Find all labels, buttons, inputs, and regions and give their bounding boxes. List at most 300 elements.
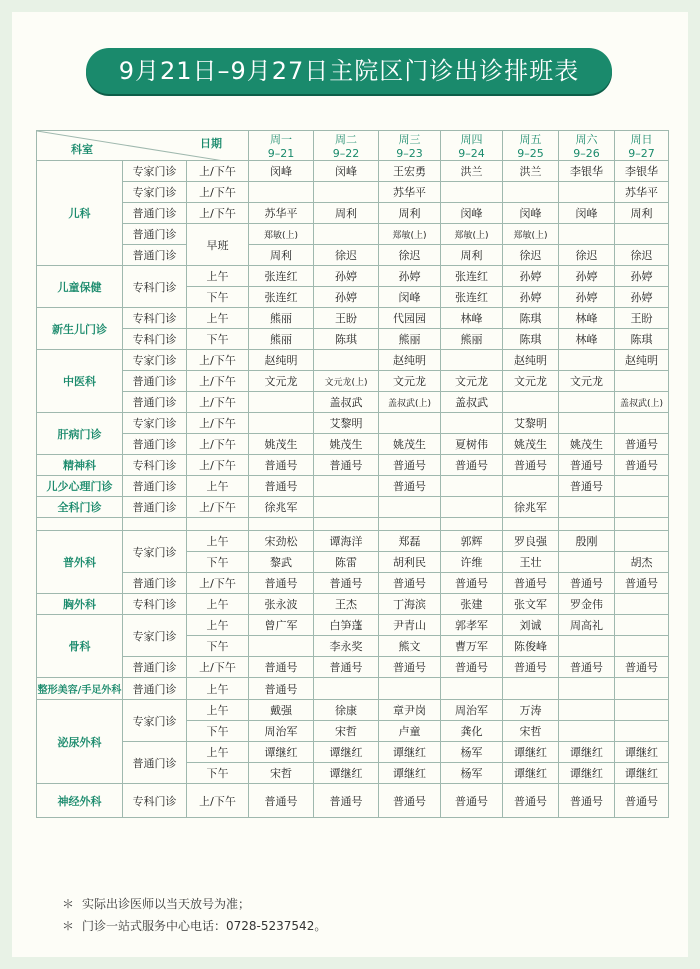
doctor-cell: 陈琪 [314, 329, 379, 350]
dept-name: 神经外科 [37, 784, 123, 818]
dept-name: 肝病门诊 [37, 413, 123, 455]
table-row [37, 329, 669, 350]
table-row [37, 371, 669, 392]
dept-name: 儿童保健 [37, 266, 123, 308]
doctor-cell: 普通号 [441, 573, 503, 594]
doctor-cell: 黎武 [249, 552, 314, 573]
doctor-cell: 谭继红 [559, 742, 615, 763]
doctor-cell: 刘诚 [503, 615, 559, 636]
session-time: 下午 [187, 329, 249, 350]
doctor-cell: 普通号 [615, 573, 669, 594]
doctor-cell: 陈俊峰 [503, 636, 559, 657]
doctor-cell: 曹万军 [441, 636, 503, 657]
note-item: ＊ 门诊一站式服务中心电话：0728-5237542。 [62, 919, 327, 933]
doctor-cell [559, 413, 615, 434]
doctor-cell: 孙婷 [559, 266, 615, 287]
doctor-cell: 文元龙(上) [314, 371, 379, 392]
doctor-cell: 张连红 [441, 266, 503, 287]
doctor-cell: 林峰 [559, 308, 615, 329]
doctor-cell [249, 182, 314, 203]
session-time: 上午 [187, 266, 249, 287]
doctor-cell: 许维 [441, 552, 503, 573]
doctor-cell: 普通号 [615, 784, 669, 818]
clinic-type: 专家门诊 [123, 182, 187, 203]
doctor-cell [559, 552, 615, 573]
doctor-cell [559, 392, 615, 413]
empty-cell [249, 518, 314, 531]
doctor-cell: 杨军 [441, 763, 503, 784]
doctor-cell: 殷刚 [559, 531, 615, 552]
session-time: 上午 [187, 594, 249, 615]
doctor-cell: 苏华平 [615, 182, 669, 203]
doctor-cell: 夏树伟 [441, 434, 503, 455]
dept-name: 全科门诊 [37, 497, 123, 518]
empty-cell [379, 518, 441, 531]
dept-name: 中医科 [37, 350, 123, 413]
page-title: 9月21日–9月27日主院区门诊出诊排班表 [86, 48, 612, 94]
doctor-cell: 孙婷 [559, 287, 615, 308]
schedule-body [37, 161, 669, 818]
doctor-cell [503, 392, 559, 413]
doctor-cell: 张文军 [503, 594, 559, 615]
doctor-cell: 谭继红 [503, 763, 559, 784]
doctor-cell: 谭继红 [379, 742, 441, 763]
doctor-cell: 熊丽 [379, 329, 441, 350]
doctor-cell [503, 476, 559, 497]
doctor-cell: 周利 [249, 245, 314, 266]
doctor-cell: 罗良强 [503, 531, 559, 552]
clinic-type: 专科门诊 [123, 784, 187, 818]
doctor-cell [615, 636, 669, 657]
doctor-cell: 罗金伟 [559, 594, 615, 615]
doctor-cell: 卢童 [379, 721, 441, 742]
session-time: 下午 [187, 721, 249, 742]
doctor-cell: 普通号 [379, 657, 441, 678]
table-row [37, 497, 669, 518]
clinic-type: 普通门诊 [123, 657, 187, 678]
table-row [37, 742, 669, 763]
doctor-cell [379, 413, 441, 434]
clinic-type: 专家门诊 [123, 350, 187, 371]
doctor-cell: 谭海洋 [314, 531, 379, 552]
doctor-cell [441, 182, 503, 203]
doctor-cell: 普通号 [314, 657, 379, 678]
doctor-cell: 盖叔武(上) [379, 392, 441, 413]
doctor-cell: 熊丽 [441, 329, 503, 350]
doctor-cell [441, 678, 503, 700]
session-time: 下午 [187, 636, 249, 657]
doctor-cell: 李银华 [615, 161, 669, 182]
day-header-4: 周四 9–24 [441, 131, 503, 161]
doctor-cell: 孙婷 [379, 266, 441, 287]
note-item: ＊ 实际出诊医师以当天放号为准； [62, 897, 251, 911]
doctor-cell: 陈琪 [615, 329, 669, 350]
table-row [37, 700, 669, 721]
session-time: 上/下午 [187, 392, 249, 413]
doctor-cell [615, 224, 669, 245]
doctor-cell [615, 371, 669, 392]
doctor-cell: 周利 [441, 245, 503, 266]
doctor-cell [503, 678, 559, 700]
doctor-cell: 赵纯明 [615, 350, 669, 371]
doctor-cell: 盖叔武 [441, 392, 503, 413]
table-row [37, 434, 669, 455]
clinic-type: 普通门诊 [123, 678, 187, 700]
clinic-type: 普通门诊 [123, 497, 187, 518]
doctor-cell [559, 678, 615, 700]
doctor-cell: 孙婷 [615, 266, 669, 287]
doctor-cell: 赵纯明 [379, 350, 441, 371]
doctor-cell: 闵峰 [503, 203, 559, 224]
session-time: 上午 [187, 700, 249, 721]
doctor-cell: 文元龙 [441, 371, 503, 392]
session-time: 上/下午 [187, 350, 249, 371]
doctor-cell: 白笋蓬 [314, 615, 379, 636]
doctor-cell: 文元龙 [249, 371, 314, 392]
empty-cell [37, 518, 123, 531]
doctor-cell [314, 497, 379, 518]
empty-cell [503, 518, 559, 531]
doctor-cell: 郭辉 [441, 531, 503, 552]
doctor-cell: 普通号 [379, 573, 441, 594]
empty-cell [123, 518, 187, 531]
doctor-cell: 普通号 [503, 657, 559, 678]
doctor-cell: 万涛 [503, 700, 559, 721]
table-row [37, 594, 669, 615]
doctor-cell [615, 413, 669, 434]
empty-cell [615, 518, 669, 531]
doctor-cell: 姚茂生 [314, 434, 379, 455]
doctor-cell: 普通号 [249, 455, 314, 476]
doctor-cell [559, 721, 615, 742]
doctor-cell: 盖叔武 [314, 392, 379, 413]
doctor-cell: 宋哲 [503, 721, 559, 742]
doctor-cell: 李银华 [559, 161, 615, 182]
doctor-cell: 普通号 [314, 573, 379, 594]
doctor-cell: 普通号 [379, 476, 441, 497]
header-row [37, 131, 669, 161]
doctor-cell: 孙婷 [615, 287, 669, 308]
clinic-type: 专家门诊 [123, 413, 187, 434]
doctor-cell: 普通号 [249, 573, 314, 594]
doctor-cell [249, 392, 314, 413]
doctor-cell [615, 678, 669, 700]
session-time: 上/下午 [187, 455, 249, 476]
doctor-cell [314, 476, 379, 497]
session-time: 上午 [187, 742, 249, 763]
doctor-cell [441, 476, 503, 497]
clinic-type: 普通门诊 [123, 203, 187, 224]
table-row [37, 476, 669, 497]
doctor-cell [559, 636, 615, 657]
doctor-cell: 文元龙 [559, 371, 615, 392]
spacer-row [37, 518, 669, 531]
doctor-cell: 苏华平 [249, 203, 314, 224]
doctor-cell: 闵峰 [249, 161, 314, 182]
table-row [37, 615, 669, 636]
table-row [37, 413, 669, 434]
clinic-type: 普通门诊 [123, 224, 187, 245]
doctor-cell [615, 700, 669, 721]
doctor-cell: 普通号 [503, 573, 559, 594]
doctor-cell: 普通号 [441, 455, 503, 476]
dept-name: 精神科 [37, 455, 123, 476]
day-header-6: 周六 9–26 [559, 131, 615, 161]
doctor-cell: 徐迟 [615, 245, 669, 266]
doctor-cell: 周利 [615, 203, 669, 224]
doctor-cell: 闵峰 [379, 287, 441, 308]
doctor-cell: 周利 [379, 203, 441, 224]
doctor-cell [314, 350, 379, 371]
doctor-cell [615, 476, 669, 497]
session-time: 上/下午 [187, 784, 249, 818]
doctor-cell: 尹青山 [379, 615, 441, 636]
doctor-cell: 徐迟 [314, 245, 379, 266]
table-row [37, 203, 669, 224]
session-time: 上午 [187, 531, 249, 552]
day-header-3: 周三 9–23 [379, 131, 441, 161]
doctor-cell: 文元龙 [379, 371, 441, 392]
empty-cell [314, 518, 379, 531]
session-time: 上/下午 [187, 657, 249, 678]
table-row [37, 161, 669, 182]
clinic-type: 普通门诊 [123, 245, 187, 266]
doctor-cell: 普通号 [314, 784, 379, 818]
doctor-cell: 徐迟 [379, 245, 441, 266]
doctor-cell: 闵峰 [559, 203, 615, 224]
session-time: 上午 [187, 615, 249, 636]
doctor-cell: 孙婷 [314, 287, 379, 308]
doctor-cell: 洪兰 [441, 161, 503, 182]
clinic-type: 普通门诊 [123, 742, 187, 784]
dept-name: 整形美容/手足外科 [37, 678, 123, 700]
doctor-cell [559, 224, 615, 245]
session-time: 下午 [187, 552, 249, 573]
doctor-cell: 曾广军 [249, 615, 314, 636]
doctor-cell: 徐兆军 [249, 497, 314, 518]
header-corner [37, 131, 249, 161]
doctor-cell: 王宏勇 [379, 161, 441, 182]
doctor-cell: 郑敏(上) [441, 224, 503, 245]
session-time: 上/下午 [187, 161, 249, 182]
doctor-cell [615, 721, 669, 742]
day-header-5: 周五 9–25 [503, 131, 559, 161]
day-header-7: 周日 9–27 [615, 131, 669, 161]
doctor-cell [249, 413, 314, 434]
table-row [37, 784, 669, 818]
doctor-cell [559, 700, 615, 721]
doctor-cell [615, 531, 669, 552]
doctor-cell: 代园园 [379, 308, 441, 329]
doctor-cell [314, 182, 379, 203]
doctor-cell [615, 497, 669, 518]
clinic-type: 普通门诊 [123, 392, 187, 413]
doctor-cell: 熊丽 [249, 308, 314, 329]
doctor-cell: 谭继红 [503, 742, 559, 763]
dept-name: 新生儿门诊 [37, 308, 123, 350]
doctor-cell: 徐迟 [559, 245, 615, 266]
doctor-cell: 陈琪 [503, 329, 559, 350]
doctor-cell: 姚茂生 [559, 434, 615, 455]
clinic-type: 专科门诊 [123, 455, 187, 476]
doctor-cell: 胡利民 [379, 552, 441, 573]
clinic-type: 专家门诊 [123, 615, 187, 657]
doctor-cell: 普通号 [559, 573, 615, 594]
session-time: 上午 [187, 476, 249, 497]
doctor-cell: 郭孝军 [441, 615, 503, 636]
session-time: 上/下午 [187, 497, 249, 518]
doctor-cell: 林峰 [441, 308, 503, 329]
doctor-cell: 郑敏(上) [503, 224, 559, 245]
doctor-cell: 郑敏(上) [379, 224, 441, 245]
doctor-cell: 熊丽 [249, 329, 314, 350]
doctor-cell: 谭继红 [615, 763, 669, 784]
doctor-cell: 龚化 [441, 721, 503, 742]
table-row [37, 266, 669, 287]
session-time: 上/下午 [187, 413, 249, 434]
session-time: 上/下午 [187, 182, 249, 203]
doctor-cell: 宋劲松 [249, 531, 314, 552]
table-row [37, 350, 669, 371]
doctor-cell [314, 224, 379, 245]
dept-name: 普外科 [37, 531, 123, 594]
dept-name: 胸外科 [37, 594, 123, 615]
doctor-cell: 普通号 [441, 657, 503, 678]
doctor-cell: 陈琪 [503, 308, 559, 329]
doctor-cell: 王盼 [314, 308, 379, 329]
doctor-cell: 张连红 [249, 287, 314, 308]
doctor-cell: 闵峰 [441, 203, 503, 224]
doctor-cell: 普通号 [249, 657, 314, 678]
session-time: 上/下午 [187, 434, 249, 455]
doctor-cell: 周利 [314, 203, 379, 224]
doctor-cell: 普通号 [249, 784, 314, 818]
doctor-cell: 郑敏(上) [249, 224, 314, 245]
doctor-cell [441, 413, 503, 434]
schedule-table [36, 130, 669, 818]
doctor-cell: 徐兆军 [503, 497, 559, 518]
doctor-cell: 戴强 [249, 700, 314, 721]
doctor-cell [379, 497, 441, 518]
doctor-cell: 姚茂生 [503, 434, 559, 455]
doctor-cell: 普通号 [559, 476, 615, 497]
clinic-type: 专科门诊 [123, 329, 187, 350]
doctor-cell [441, 350, 503, 371]
table-row [37, 245, 669, 266]
clinic-type: 普通门诊 [123, 573, 187, 594]
doctor-cell: 郑磊 [379, 531, 441, 552]
day-header-2: 周二 9–22 [314, 131, 379, 161]
doctor-cell: 杨军 [441, 742, 503, 763]
clinic-type: 专家门诊 [123, 161, 187, 182]
doctor-cell: 张连红 [249, 266, 314, 287]
table-row [37, 224, 669, 245]
doctor-cell: 普通号 [615, 657, 669, 678]
doctor-cell [379, 678, 441, 700]
table-row [37, 657, 669, 678]
doctor-cell: 张建 [441, 594, 503, 615]
doctor-cell: 普通号 [379, 784, 441, 818]
doctor-cell: 胡杰 [615, 552, 669, 573]
doctor-cell: 陈雷 [314, 552, 379, 573]
doctor-cell: 普通号 [503, 784, 559, 818]
session-time: 早班 [187, 224, 249, 266]
doctor-cell: 文元龙 [503, 371, 559, 392]
doctor-cell: 普通号 [559, 657, 615, 678]
table-row [37, 573, 669, 594]
doctor-cell: 谭继红 [615, 742, 669, 763]
table-row [37, 392, 669, 413]
table-row [37, 531, 669, 552]
doctor-cell: 张连红 [441, 287, 503, 308]
clinic-type: 专科门诊 [123, 308, 187, 329]
doctor-cell: 普通号 [379, 455, 441, 476]
table-row [37, 182, 669, 203]
doctor-cell: 普通号 [559, 784, 615, 818]
doctor-cell: 周治军 [441, 700, 503, 721]
doctor-cell: 周高礼 [559, 615, 615, 636]
doctor-cell: 谭继红 [249, 742, 314, 763]
doctor-cell: 王盼 [615, 308, 669, 329]
table-row [37, 455, 669, 476]
dept-name: 骨科 [37, 615, 123, 678]
doctor-cell: 孙婷 [314, 266, 379, 287]
clinic-type: 专科门诊 [123, 266, 187, 308]
doctor-cell: 谭继红 [379, 763, 441, 784]
session-time: 上午 [187, 308, 249, 329]
session-time: 下午 [187, 287, 249, 308]
doctor-cell: 徐康 [314, 700, 379, 721]
doctor-cell: 王杰 [314, 594, 379, 615]
dept-name: 儿少心理门诊 [37, 476, 123, 497]
doctor-cell [559, 497, 615, 518]
doctor-cell: 普通号 [249, 678, 314, 700]
doctor-cell [503, 182, 559, 203]
doctor-cell [615, 615, 669, 636]
doctor-cell [441, 497, 503, 518]
doctor-cell: 姚茂生 [249, 434, 314, 455]
clinic-type: 专家门诊 [123, 531, 187, 573]
clinic-type: 普通门诊 [123, 476, 187, 497]
doctor-cell: 李永奖 [314, 636, 379, 657]
doctor-cell: 宋哲 [314, 721, 379, 742]
doctor-cell: 艾黎明 [314, 413, 379, 434]
doctor-cell: 普通号 [249, 476, 314, 497]
empty-cell [441, 518, 503, 531]
doctor-cell: 普通号 [503, 455, 559, 476]
dept-label: 科室 [71, 143, 93, 156]
doctor-cell [559, 350, 615, 371]
doctor-cell: 王壮 [503, 552, 559, 573]
clinic-type: 专科门诊 [123, 594, 187, 615]
doctor-cell: 普通号 [314, 455, 379, 476]
doctor-cell: 洪兰 [503, 161, 559, 182]
doctor-cell: 徐迟 [503, 245, 559, 266]
day-header-1: 周一 9–21 [249, 131, 314, 161]
doctor-cell: 张永波 [249, 594, 314, 615]
doctor-cell: 苏华平 [379, 182, 441, 203]
doctor-cell: 丁海滨 [379, 594, 441, 615]
doctor-cell [559, 182, 615, 203]
doctor-cell: 盖叔武(上) [615, 392, 669, 413]
doctor-cell: 普通号 [615, 455, 669, 476]
session-time: 上/下午 [187, 371, 249, 392]
clinic-type: 普通门诊 [123, 434, 187, 455]
doctor-cell: 谭继红 [314, 763, 379, 784]
dept-name: 儿科 [37, 161, 123, 266]
session-time: 上午 [187, 678, 249, 700]
table-row [37, 308, 669, 329]
